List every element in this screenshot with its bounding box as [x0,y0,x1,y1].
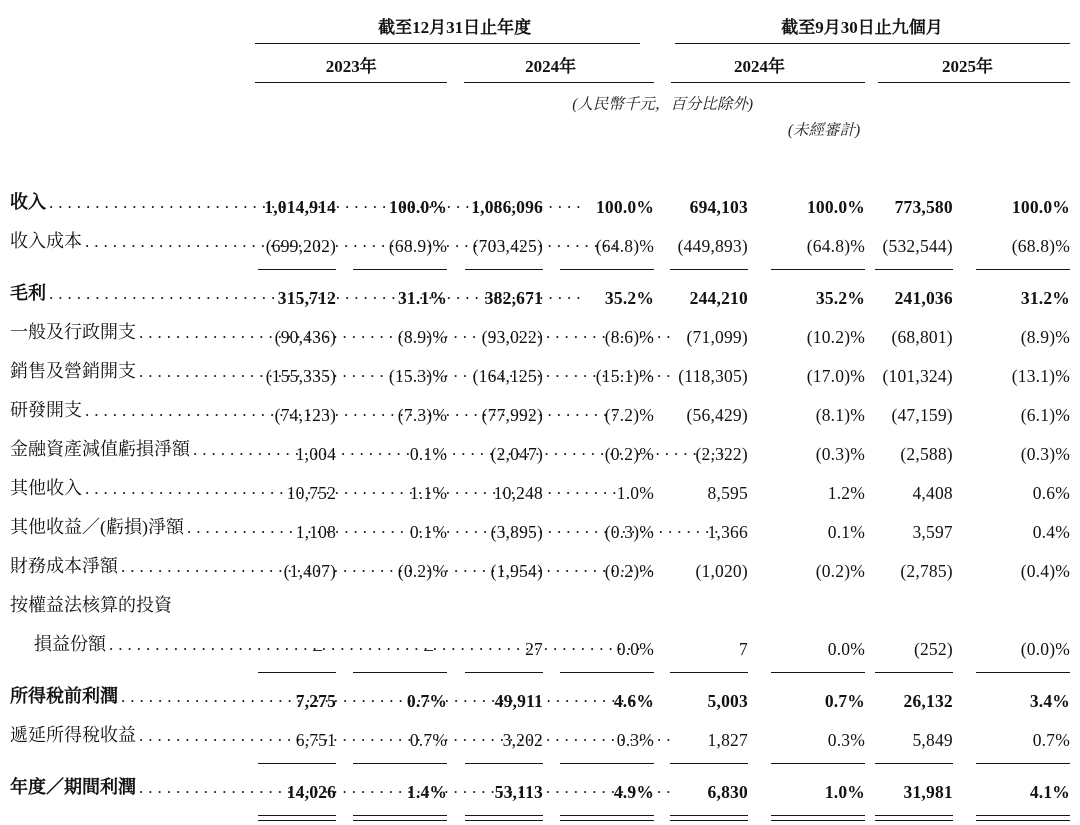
rule-cell [336,669,447,682]
row-label [10,357,255,396]
header-empty-cell [10,90,255,116]
cell-percent: (0.3)% [815,444,866,464]
cell-percent: (8.1)% [815,405,866,425]
single-rule-line [560,269,654,270]
row-label-text: 遞延所得稅收益 [10,725,136,745]
cell-amount: (2,047) [490,444,543,464]
cell-amount: (68,801) [891,327,953,347]
table-row [10,721,1070,760]
cell-amount: 31,981 [903,782,953,802]
cell-percent: (15.1)% [595,366,655,386]
dot-leader [139,725,676,746]
double-rule-line [353,815,447,821]
rule-cell [748,760,865,773]
period-header-nine-months: 截至9月30日止九個月 [781,18,943,37]
row-label-text: 毛利 [10,283,46,303]
row-label [10,474,255,513]
cell-amount: 4,408 [912,483,953,503]
cell-amount: 49,911 [494,691,543,711]
rule-spacer [10,760,255,773]
cell-percent: (0.2)% [604,444,655,464]
cell-percent: 0.7% [406,691,448,711]
cell-percent: 31.2% [1020,288,1070,308]
single-rule-line [258,269,336,270]
cell-amount: (1,954) [490,561,543,581]
cell-percent: 0.3% [827,730,866,750]
table-row [10,357,1070,396]
cell-percent: 1.0% [824,782,866,802]
cell-percent: (8.6)% [604,327,655,347]
cell-amount: 3,202 [502,730,543,750]
cell-amount: (1,020) [695,561,748,581]
cell-percent: (0.2)% [397,561,448,581]
cell-percent: 100.0% [595,197,655,217]
cell-percent: (0.4)% [1020,561,1070,581]
single-rule-line [258,763,336,764]
row-label-text: 研發開支 [10,400,82,420]
cell-amount: (93,022) [481,327,543,347]
rule-cell [336,812,447,825]
cell-percent: 0.1% [827,522,866,542]
row-label-text: 一般及行政開支 [10,322,136,342]
table-row [10,227,1070,266]
cell-amount: (74,123) [274,405,337,425]
row-label [10,279,255,318]
row-label-text: 銷售及營銷開支 [10,361,136,381]
double-rule-line [560,815,654,821]
rule-spacer [10,82,255,90]
row-label [10,227,255,266]
double-rule-line [258,815,336,821]
header-body-spacer [10,142,1070,188]
cell-percent: (68.9)% [388,236,448,256]
year-header-2024-nine-months: 2024年 [734,57,786,76]
table-row [10,513,1070,552]
cell-percent: (0.3)% [1020,444,1070,464]
cell-percent: 0.7% [1032,730,1070,750]
cell-amount: 27 [525,639,543,659]
row-label [10,396,255,435]
single-rule-line [670,269,748,270]
rule-cell [255,43,654,51]
rule-cell [865,82,1070,90]
year-rule-row [10,82,1070,90]
cell-amount: (77,992) [481,405,543,425]
cell-percent: (0.0)% [1020,639,1070,659]
cell-percent: 0.0% [827,639,866,659]
single-rule-line [976,672,1070,673]
rule-cell [447,812,543,825]
single-rule-line [875,672,953,673]
rule-cell [447,669,543,682]
cell-amount: 241,036 [894,288,953,308]
row-label [10,682,255,721]
rule-cell [255,82,447,90]
header-empty-cell [10,51,255,82]
cell-amount: (118,305) [678,366,748,386]
cell-amount: (699,202) [265,236,337,256]
rule-cell [953,812,1070,825]
cell-amount: 1,827 [707,730,748,750]
cell-percent [336,591,447,630]
row-label [10,318,255,357]
double-rule-line [465,815,543,821]
double-rule-line [771,815,865,821]
cell-amount: (155,335) [265,366,337,386]
cell-percent: (6.1)% [1020,405,1070,425]
rule-cell [255,669,336,682]
header-empty-cell [10,8,255,43]
cell-amount: (71,099) [686,327,748,347]
rule-cell [447,82,654,90]
cell-percent: 4.9% [613,782,655,802]
rule-cell [654,760,748,773]
rule-cell [447,760,543,773]
double-rule-row [10,812,1070,825]
single-rule-line [353,672,447,673]
cell-percent: (13.1)% [1011,366,1070,386]
cell-percent: 4.1% [1029,782,1070,802]
cell-percent [748,591,865,630]
rule-cell [654,82,865,90]
rule-cell [953,760,1070,773]
cell-percent: 0.7% [824,691,866,711]
rule-cell [255,266,336,279]
table-row [10,682,1070,721]
rule-cell [748,669,865,682]
cell-amount: 244,210 [689,288,748,308]
rule-spacer [10,812,255,825]
single-rule-line [353,763,447,764]
row-label-text: 收入 [10,192,46,212]
cell-amount: 7 [738,639,748,659]
single-rule-line [353,269,447,270]
cell-percent: 31.1% [397,288,448,308]
table-row [10,591,1070,630]
table-row [10,396,1070,435]
row-label [10,188,255,227]
cell-percent: 1.1% [409,483,448,503]
rule-cell [865,266,953,279]
cell-percent: 35.2% [604,288,655,308]
single-rule-line [465,269,543,270]
cell-amount: (90,436) [274,327,337,347]
single-rule-line [771,672,865,673]
rule-cell [255,812,336,825]
cell-percent: (15.3)% [388,366,448,386]
row-label-text: 其他收入 [10,478,82,498]
rule-cell [543,760,654,773]
cell-amount: 10,752 [286,483,337,503]
single-rule-line [560,672,654,673]
dot-leader [109,634,646,655]
cell-percent: (7.2)% [604,405,655,425]
cell-percent: 100.0% [1011,197,1070,217]
single-rule-line [771,763,865,764]
cell-percent: 100.0% [389,197,448,217]
single-rule-line [875,269,953,270]
rule-cell [336,760,447,773]
cell-percent: (10.2)% [806,327,866,347]
cell-percent: (68.8)% [1011,236,1070,256]
single-rule-line [875,763,953,764]
single-rule-line [976,269,1070,270]
cell-percent: (17.0)% [806,366,866,386]
rule-cell [748,812,865,825]
single-rule-line [465,763,543,764]
row-label [10,552,255,591]
rule-cell [654,669,748,682]
rule-cell [543,266,654,279]
rule-cell [865,760,953,773]
period-rule-row [10,43,1070,51]
cell-percent: (0.2)% [604,561,655,581]
cell-percent: (64.8)% [806,236,866,256]
cell-percent: (0.2)% [815,561,866,581]
cell-amount: (47,159) [891,405,953,425]
year-rule-line [878,82,1070,85]
rule-cell [953,669,1070,682]
cell-percent [543,591,654,630]
unaudited-note-cell [654,116,1070,142]
double-rule-line [875,815,953,821]
row-label-text: 金融資產減值虧損淨額 [10,439,190,459]
cell-amount: 773,580 [894,197,953,217]
year-rule-line [671,82,865,85]
rule-spacer [10,43,255,51]
row-label [10,630,255,669]
cell-amount: (56,429) [686,405,748,425]
year-rule-line [464,82,654,85]
cell-amount [865,591,953,630]
period-rule-line [255,43,640,46]
dot-leader [121,686,658,707]
cell-amount: (703,425) [472,236,543,256]
rule-cell [543,669,654,682]
cell-percent: 0.4% [1032,522,1070,542]
header-empty-cell [255,116,654,142]
cell-amount: 7,275 [295,691,337,711]
cell-percent [953,591,1070,630]
rule-cell [748,266,865,279]
rule-cell [654,812,748,825]
cell-percent: 0.7% [409,730,448,750]
nil-dash: – [313,639,323,659]
table-row [10,630,1070,669]
cell-percent: 0.1% [409,444,448,464]
cell-percent: 4.6% [613,691,655,711]
row-label [10,591,255,630]
row-label-text: 年度／期間利潤 [10,777,136,797]
cell-amount: (2,322) [695,444,748,464]
year-rule-line [255,82,447,85]
single-rule-line [465,672,543,673]
unit-note-row [10,90,1070,116]
row-label [10,513,255,552]
cell-amount: 14,026 [286,782,337,802]
rule-cell [447,266,543,279]
table-body [10,188,1070,825]
cell-amount: (252) [913,639,953,659]
cell-amount: 382,671 [484,288,543,308]
row-label [10,435,255,474]
cell-percent: 0.6% [1032,483,1070,503]
table-row [10,773,1070,812]
cell-percent: 0.1% [409,522,448,542]
cell-amount: 1,108 [295,522,337,542]
cell-percent: (7.3)% [397,405,448,425]
cell-amount: 5,003 [707,691,748,711]
year-header-row [10,51,1070,82]
header-empty-cell [10,116,255,142]
cell-percent: 0.0% [616,639,655,659]
table-row [10,552,1070,591]
year-header-2023: 2023年 [325,57,377,76]
single-rule-row [10,760,1070,773]
cell-percent: 1.4% [406,782,448,802]
currency-unit-note: (人民幣千元，百分比除外) [572,96,754,113]
row-label-text: 所得稅前利潤 [10,686,118,706]
row-label-text: 損益份額 [34,634,106,654]
dot-leader [121,556,658,577]
table-row [10,188,1070,227]
unaudited-note: (未經審計) [787,122,861,139]
year-header-2024-annual: 2024年 [525,57,577,76]
rule-cell [255,760,336,773]
rule-spacer [10,669,255,682]
cell-percent: (64.8)% [595,236,655,256]
cell-amount: (532,544) [882,236,953,256]
cell-amount: 5,849 [912,730,953,750]
rule-cell [336,266,447,279]
year-header-2025: 2025年 [942,57,993,76]
cell-amount: 1,004 [295,444,337,464]
period-header-annual: 截至12月31日止年度 [378,18,532,37]
period-rule-line [675,43,1070,46]
rule-cell [654,266,748,279]
cell-amount: 694,103 [689,197,748,217]
cell-amount: (2,588) [900,444,953,464]
cell-percent: 35.2% [815,288,866,308]
cell-amount: (101,324) [882,366,953,386]
cell-amount: 6,751 [295,730,337,750]
cell-amount: 1,366 [707,522,748,542]
table-row [10,474,1070,513]
cell-amount: (164,125) [472,366,543,386]
cell-percent: (0.3)% [604,522,655,542]
table-row [10,279,1070,318]
single-rule-line [670,763,748,764]
cell-amount: 10,248 [493,483,543,503]
nil-dash: – [424,639,434,659]
audit-note-row [10,116,1070,142]
cell-percent: (8.9)% [397,327,448,347]
cell-amount [447,591,543,630]
period-header-row [10,8,1070,43]
cell-amount: 315,712 [277,288,337,308]
cell-amount: 1,014,914 [264,197,337,217]
income-statement-table [10,8,1070,825]
single-rule-row [10,669,1070,682]
cell-percent: 1.2% [827,483,866,503]
row-label-text: 財務成本淨額 [10,556,118,576]
rule-cell [953,266,1070,279]
cell-percent: 3.4% [1029,691,1070,711]
cell-amount [255,591,336,630]
cell-amount: 8,595 [707,483,748,503]
single-rule-line [771,269,865,270]
cell-percent: 100.0% [806,197,866,217]
double-rule-line [976,815,1070,821]
rule-cell [865,812,953,825]
rule-cell [543,812,654,825]
cell-percent: 0.3% [616,730,655,750]
cell-amount: (2,785) [900,561,953,581]
table-row [10,435,1070,474]
cell-percent: (8.9)% [1020,327,1070,347]
single-rule-row [10,266,1070,279]
cell-amount: 1,086,096 [471,197,543,217]
single-rule-line [560,763,654,764]
rule-cell [654,43,1070,51]
row-label-text: 收入成本 [10,231,82,251]
financial-statement-page [0,8,1080,802]
cell-amount: 3,597 [912,522,953,542]
double-rule-line [670,815,748,821]
row-label-text: 按權益法核算的投資 [10,595,172,615]
cell-amount: (449,893) [677,236,748,256]
row-label [10,721,255,760]
rule-cell [865,669,953,682]
cell-amount: 26,132 [903,691,953,711]
cell-amount [654,591,748,630]
cell-percent: 1.0% [616,483,655,503]
single-rule-line [258,672,336,673]
table-row [10,318,1070,357]
cell-amount: (1,407) [283,561,337,581]
cell-amount: 53,113 [494,782,543,802]
single-rule-line [976,763,1070,764]
single-rule-line [670,672,748,673]
row-label [10,773,255,812]
rule-spacer [10,266,255,279]
cell-amount: 6,830 [707,782,748,802]
cell-amount: (3,895) [490,522,543,542]
row-label-text: 其他收益／(虧損)淨額 [10,517,184,537]
